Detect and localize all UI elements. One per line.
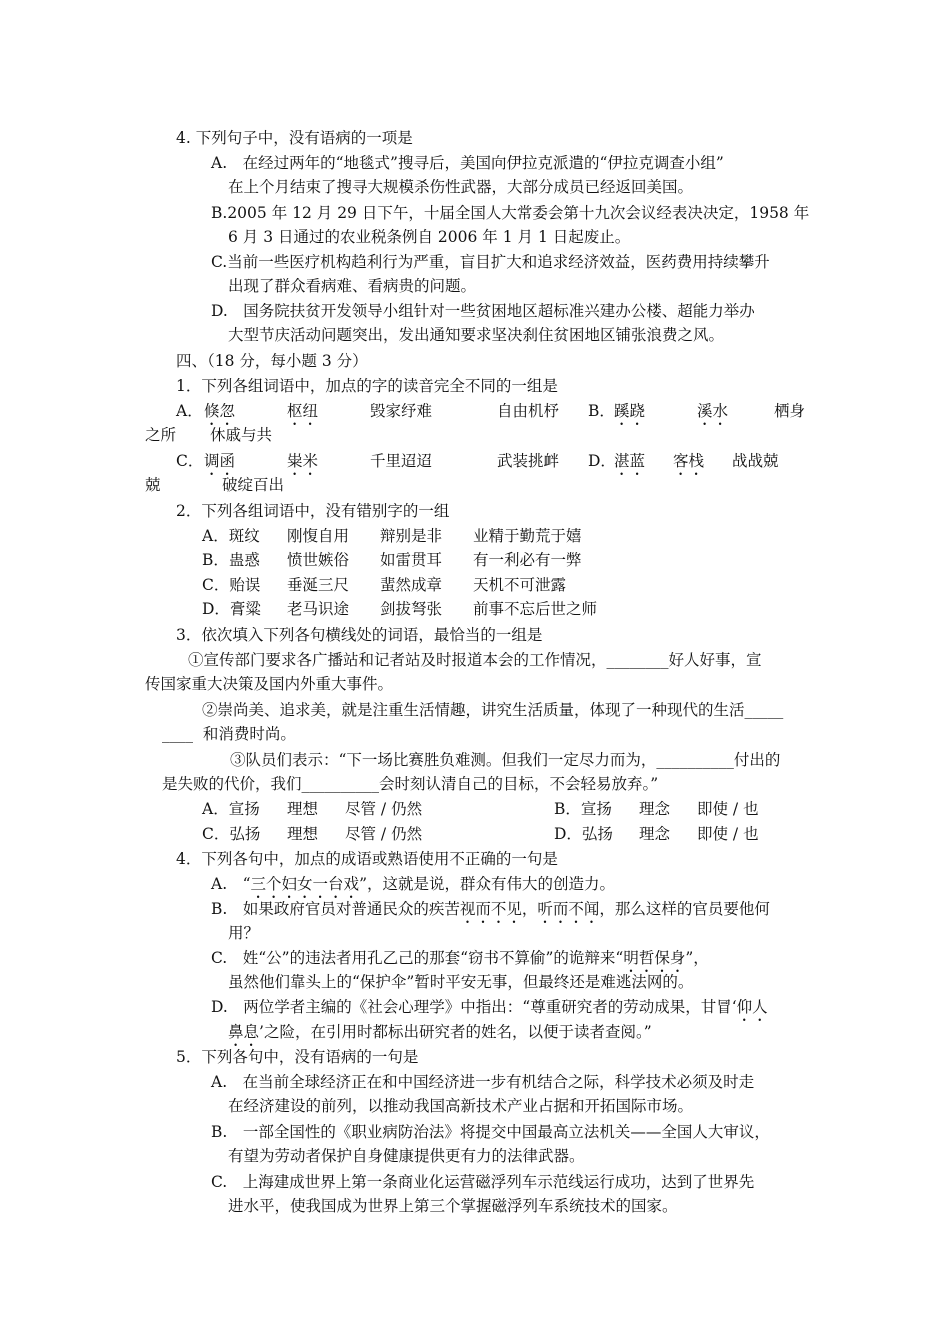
q3-opt-d-2: 理念 [639, 825, 671, 843]
q2-row-b-c2: 愤世嫉俗 [287, 551, 350, 569]
q3-sentence3-line2: 是失败的代价，我们__________会时刻认清自己的目标，不会轻易放弃。” [162, 775, 659, 793]
q3-opt-b-3: 即使 / 也 [697, 800, 759, 818]
q4b-d-pre: D. 两位学者主编的《社会心理学》中指出：“尊重研究者的劳动成果，甘冒‘ [211, 998, 737, 1016]
q5-option-a-line1: A. 在当前全球经济正在和中国经济进一步有机结合之际，科学技术必须及时走 [211, 1073, 755, 1091]
q3-opt-d-3: 即使 / 也 [697, 825, 759, 843]
q4-option-d-line1: D. 国务院扶贫开发领导小组针对一些贫困地区超标准兴建办公楼、超能力举办 [211, 302, 755, 320]
q1-b-word3b: 之所 [145, 426, 177, 444]
q4b-b-post: ，那么这样的官员要他何 [599, 900, 770, 918]
q2-row-c-c2: 垂涎三尺 [287, 576, 350, 594]
q1-stem: 1．下列各组词语中，加点的字的读音完全不同的一组是 [176, 377, 558, 395]
q4b-c-pre: C. 姓“公”的违法者用孔乙己的那套“窃书不算偷”的诡辩来“ [211, 949, 624, 967]
q2-row-a-c1: A．斑纹 [202, 527, 260, 545]
q1-c-label: C． [176, 452, 204, 470]
q4b-a-idiom: 三个妇女一台戏 [250, 875, 360, 893]
q1-d-word2-dotted: 客栈 [673, 452, 705, 470]
q1-b-word1 [614, 400, 645, 429]
q1-d-word4: 破绽百出 [222, 476, 285, 494]
q3-opt-a-2: 理想 [287, 800, 319, 818]
q3-opt-c-2: 理想 [287, 825, 319, 843]
q2-row-a-c4: 业精于勤荒于嬉 [473, 527, 582, 545]
q1-a-word3: 毁家纾难 [370, 402, 433, 420]
q4-option-b-line2: 6 月 3 日通过的农业税条例自 2006 年 1 月 1 日起废止。 [228, 228, 631, 246]
q1-c-word2-dotted: 粜米 [287, 452, 319, 470]
q1-c-word4: 武装挑衅 [497, 452, 560, 470]
q3-sentence3-line1: ③队员们表示：“下一场比赛胜负难测。但我们一定尽力而为，__________付出的 [230, 751, 781, 769]
q3-opt-d-1: D．弘扬 [554, 825, 613, 843]
q1-b-word1-dotted: 蹊跷 [614, 402, 646, 420]
q3-opt-b-2: 理念 [639, 800, 671, 818]
q1-a-word2-dotted: 枢纽 [287, 402, 319, 420]
q1-b-word2-dotted: 溪水 [697, 402, 729, 420]
q5-option-c-line2: 进水平，使我国成为世界上第三个掌握磁浮列车系统技术的国家。 [228, 1197, 678, 1215]
section-title: 四、（18 分，每小题 3 分） [176, 352, 368, 370]
q4b-b-idiom2: 听而不闻 [537, 900, 600, 918]
q2-row-c-c3: 蜚然成章 [380, 576, 443, 594]
q2-row-d-c2: 老马识途 [287, 600, 350, 618]
q5-option-b-line1: B. 一部全国性的《职业病防治法》将提交中国最高立法机关——全国人大审议， [211, 1123, 770, 1141]
q3-sentence2-line2: ____ 和消费时尚。 [162, 725, 296, 743]
q3-opt-a-3: 尽管 / 仍然 [345, 800, 423, 818]
q3-stem: 3．依次填入下列各句横线处的词语，最恰当的一组是 [176, 626, 543, 644]
q1-d-word1-dotted: 湛蓝 [614, 452, 646, 470]
q1-c-word2 [287, 450, 318, 479]
q1-d-word3b: 兢 [145, 476, 161, 494]
q4b-a-post: ”，这就是说，群众有伟大的创造力。 [359, 875, 615, 893]
q5-option-b-line2: 有望为劳动者保护自身健康提供更有力的法律武器。 [228, 1147, 585, 1165]
q4b-option-c-line2: 虽然他们靠头上的“保护伞”暂时平安无事，但最终还是难逃法网的。 [228, 973, 694, 991]
q1-c-word1-dotted: 调函 [204, 452, 236, 470]
q3-opt-c-1: C．弘扬 [202, 825, 261, 843]
q1-b-word2 [697, 400, 728, 429]
q3-sentence1-line1: ①宣传部门要求各广播站和记者站及时报道本会的工作情况，________好人好事，宣 [188, 651, 762, 669]
q5-option-a-line2: 在经济建设的前列，以推动我国高新技术产业占据和开拓国际市场。 [228, 1097, 694, 1115]
q3-opt-a-1: A．宣扬 [202, 800, 260, 818]
q2-row-d-c1: D．膏粱 [202, 600, 261, 618]
q4-option-a-line1: A. 在经过两年的“地毯式”搜寻后，美国向伊拉克派遣的“伊拉克调查小组” [211, 154, 724, 172]
q4-option-d-line2: 大型节庆活动问题突出，发出通知要求坚决刹住贫困地区铺张浪费之风。 [228, 326, 725, 344]
q4-stem: 4. 下列句子中，没有语病的一项是 [176, 129, 413, 147]
q1-d-word3a: 战战兢 [732, 452, 779, 470]
q4b-b-mid: ， [521, 900, 538, 918]
q2-row-d-c3: 剑拔弩张 [380, 600, 443, 618]
q2-row-a-c2: 刚愎自用 [287, 527, 350, 545]
q1-a-word2 [287, 400, 318, 429]
q3-sentence2-line1: ②崇尚美、追求美，就是注重生活情趣，讲究生活质量，体现了一种现代的生活_____ [202, 701, 784, 719]
q3-sentence1-line2: 传国家重大决策及国内外重大事件。 [145, 675, 394, 693]
q5-stem: 5．下列各句中，没有语病的一句是 [176, 1048, 419, 1066]
q1-b-label: B． [588, 402, 615, 420]
q4-option-c-line2: 出现了群众看病难、看病贵的问题。 [228, 277, 477, 295]
q1-c-word3: 千里迢迢 [370, 452, 433, 470]
q1-b-word3a: 栖身 [774, 402, 806, 420]
q4-option-b-line1: B.2005 年 12 月 29 日下午，十届全国人大常委会第十九次会议经表决决定，1958 年 [211, 204, 810, 222]
q4b-d-post: ’之险，在引用时都标出研究者的姓名，以便于读者查阅。” [259, 1023, 652, 1041]
q4b-d-idiom-part1: 仰人 [736, 998, 768, 1016]
q2-row-b-c4: 有一利必有一弊 [473, 551, 582, 569]
q2-row-c-c4: 天机不可泄露 [473, 576, 567, 594]
q1-d-label: D． [588, 452, 616, 470]
q1-d-word1 [614, 450, 645, 479]
q2-row-c-c1: C．贻误 [202, 576, 261, 594]
q4b-a-pre: A. “ [211, 875, 251, 893]
q2-row-d-c4: 前事不忘后世之师 [473, 600, 598, 618]
q1-a-word1-dotted: 倏忽 [204, 402, 236, 420]
q5-option-c-line1: C. 上海建成世界上第一条商业化运营磁浮列车示范线运行成功，达到了世界先 [211, 1173, 755, 1191]
q2-row-b-c3: 如雷贯耳 [380, 551, 443, 569]
q2-stem: 2．下列各组词语中，没有错别字的一组 [176, 502, 450, 520]
q4b-option-b-line1 [211, 898, 770, 927]
q2-row-b-c1: B．蛊惑 [202, 551, 260, 569]
q4b-d-idiom-part2: 鼻息 [228, 1023, 260, 1041]
q1-a-word4: 自由机杼 [497, 402, 560, 420]
q4b-b-pre: B. 如果政府官员对普通民众的疾苦 [211, 900, 460, 918]
q4b-b-idiom1: 视而不见 [459, 900, 522, 918]
q1-a-label: A． [176, 402, 203, 420]
q3-opt-c-3: 尽管 / 仍然 [345, 825, 423, 843]
q1-d-word2 [673, 450, 704, 479]
q2-row-a-c3: 辩别是非 [380, 527, 443, 545]
q4-option-c-line1: C.当前一些医疗机构趋利行为严重，盲目扩大和追求经济效益，医药费用持续攀升 [211, 253, 770, 271]
q4b-stem: 4．下列各句中，加点的成语或熟语使用不正确的一句是 [176, 850, 558, 868]
q4b-option-b-line2: 用？ [228, 924, 260, 942]
q4b-c-idiom: 明哲保身 [623, 949, 686, 967]
q4-option-a-line2: 在上个月结束了搜寻大规模杀伤性武器，大部分成员已经返回美国。 [228, 178, 694, 196]
q4b-c-post: ”， [685, 949, 709, 967]
q3-opt-b-1: B．宣扬 [554, 800, 612, 818]
q1-b-word4: 休戚与共 [210, 426, 273, 444]
